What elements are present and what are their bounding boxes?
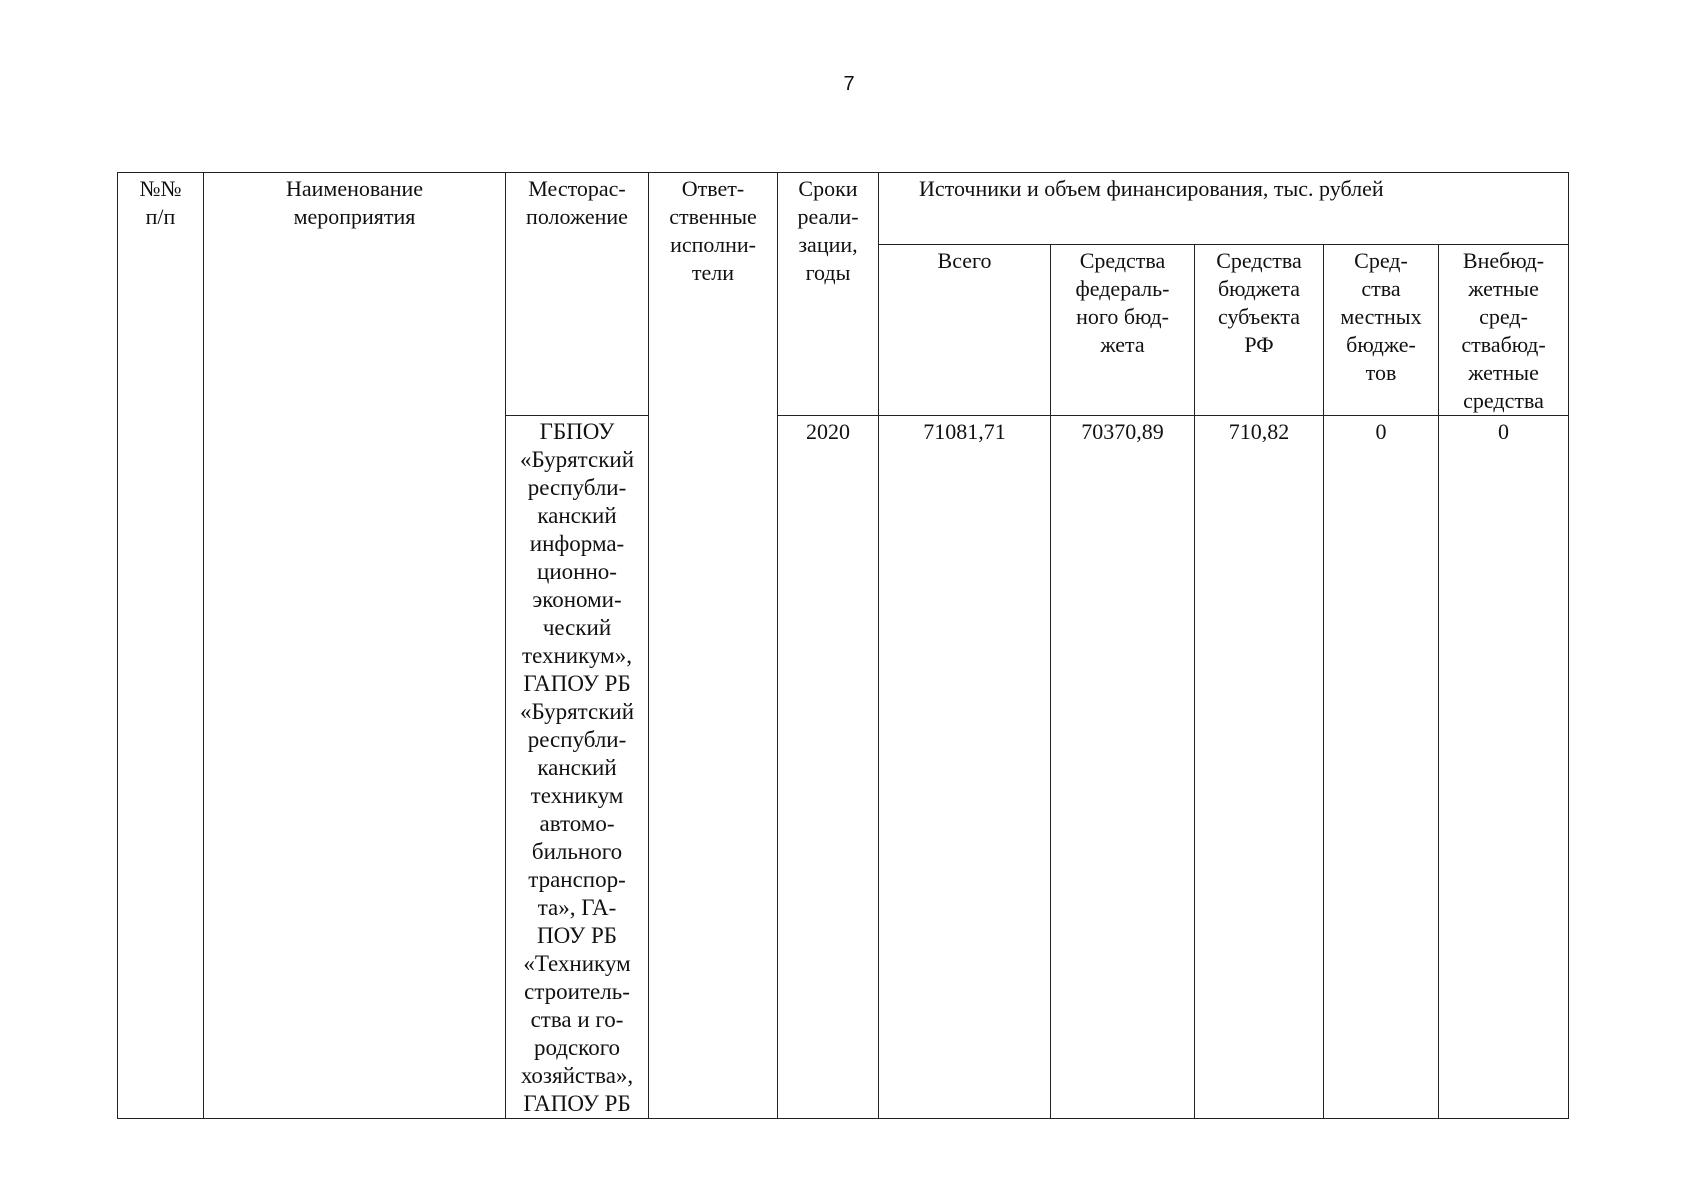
cell-location-line: «Бурятский [519,447,635,472]
header-period-line: Сроки [798,176,858,201]
header-federal-budget-line: Средства [1079,248,1166,273]
header-extrabudgetary-line: сред- [1479,304,1528,329]
cell-local: 0 [1324,416,1439,1119]
header-extrabudgetary-line: жетные [1468,360,1539,385]
header-federal-budget-line: ного бюд- [1076,304,1169,329]
cell-location-line: ПОУ РБ [537,923,617,948]
cell-location-line: родского [533,1035,621,1060]
header-event-name [204,173,506,1119]
cell-federal: 70370,89 [1051,416,1195,1119]
funding-table [117,172,1569,1119]
cell-location-line: республи- [527,475,627,500]
header-number-line: №№ [139,176,182,201]
header-regional-budget-line: бюджета [1217,276,1301,301]
header-event-name-line: Наименование [285,176,424,201]
header-local-budgets-line: бюдже- [1346,332,1416,357]
header-number-line: п/п [145,204,176,229]
cell-location-line: канский [537,755,617,780]
cell-year: 2020 [778,416,879,1119]
header-local-budgets [1324,245,1439,416]
header-responsible [649,173,778,1119]
cell-location-line: хозяйства», [520,1063,634,1088]
cell-location-line: ческий [542,615,612,640]
cell-location-line: экономи- [532,587,622,612]
page-number: 7 [843,73,855,95]
cell-total: 71081,71 [879,416,1051,1119]
cell-extrabudget: 0 [1439,416,1569,1119]
header-period-line: зации, [798,232,858,257]
header-local-budgets-line: тов [1365,360,1397,385]
header-extrabudgetary-line: средства [1463,388,1544,413]
cell-location-line: ГАПОУ РБ [523,1091,631,1116]
header-location-line: Месторас- [528,176,626,201]
cell-regional: 710,82 [1195,416,1324,1119]
header-event-name-line: мероприятия [293,204,416,229]
cell-location-line: «Бурятский [519,699,635,724]
header-local-budgets-line: местных [1340,304,1422,329]
header-period-line: реали- [797,204,859,229]
header-local-budgets-line: Сред- [1354,248,1408,273]
cell-location [506,416,649,1119]
cell-location-line: автомо- [539,811,615,836]
header-regional-budget-line: субъекта [1217,304,1301,329]
cell-location-line: ГБПОУ [539,419,615,444]
cell-location-line: канский [537,503,617,528]
header-federal-budget-line: жета [1100,332,1145,357]
cell-location-line: ГАПОУ РБ [523,671,631,696]
header-number [118,173,204,1119]
header-regional-budget [1195,245,1324,416]
cell-location-line: транспор- [528,867,626,892]
header-responsible-line: ственные [669,204,757,229]
header-total-line: Всего [937,248,992,273]
cell-location-line: техникум», [522,643,632,668]
header-location [506,173,649,416]
cell-location-line: информа- [529,531,625,556]
cell-location-line: республи- [527,727,627,752]
header-responsible-line: исполни- [670,232,756,257]
cell-location-line: бильного [531,839,623,864]
header-period-line: годы [805,260,851,285]
cell-location-line: ционно- [537,559,617,584]
header-local-budgets-line: ства [1361,276,1401,301]
header-extrabudgetary-line: ствабюд- [1461,332,1546,357]
header-extrabudgetary-line: жетные [1468,276,1539,301]
header-federal-budget [1051,245,1195,416]
header-total [879,245,1051,416]
header-responsible-line: Ответ- [681,176,745,201]
header-responsible-line: тели [691,260,735,285]
header-period [778,173,879,416]
cell-location-line: та», ГА- [537,895,617,920]
header-extrabudgetary [1439,245,1569,416]
cell-location-line: техникум [530,783,624,808]
cell-location-line: строитель- [524,979,630,1004]
header-regional-budget-line: Средства [1216,248,1302,273]
cell-location-line: «Техникум [523,951,631,976]
header-federal-budget-line: федераль- [1075,276,1170,301]
cell-location-line: ства и го- [530,1007,624,1032]
header-regional-budget-line: РФ [1244,332,1274,357]
header-extrabudgetary-line: Внебюд- [1462,248,1545,273]
header-funding-sources: Источники и объем финансирования, тыс. рублей [879,173,1569,245]
header-location-line: положение [526,204,628,229]
